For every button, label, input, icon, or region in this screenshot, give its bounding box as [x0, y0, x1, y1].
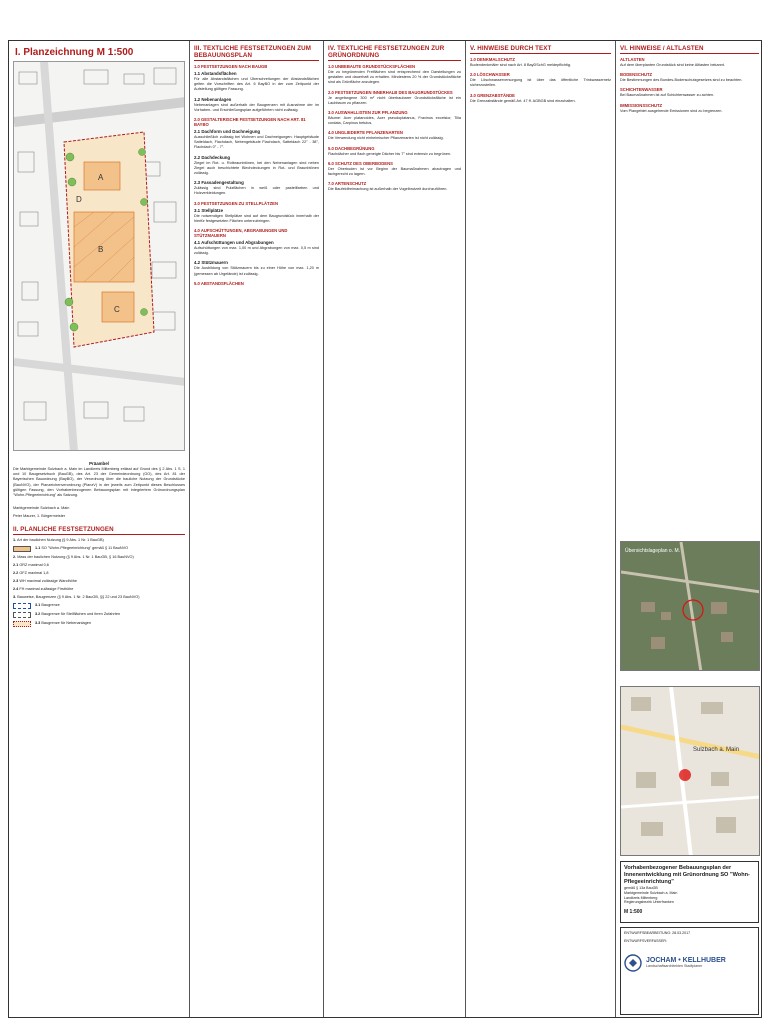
project-scale: M 1:500: [624, 909, 643, 916]
text-item: 4.1 Aufschüttungen und Abgrabungen Aufschüttungen von max. 1,00 m und Abgrabungen von max. 0,5 m sind zulässig.: [194, 240, 319, 256]
project-region: Regierungsbezirk Unterfranken: [624, 900, 674, 905]
firm-block: [620, 927, 759, 1015]
bebauung-sub-4: 4.0 AUFSCHÜTTUNGEN, ABGRABUNGEN UND STÜTZMAUERN: [194, 228, 288, 239]
firm-logo-row: [624, 954, 755, 972]
plan-title: I. Planzeichnung M 1:500: [15, 47, 134, 58]
preamble-text: Die Marktgemeinde Sulzbach a. Main im Landkreis Miltenberg erlässt auf Grund des § 2 Abs. 1 S. 1 und 10 Baugesetzbuch (BauGB), des Art. 23 der Gemeindeordnung (GO), des Art. 81 der Bayerischen Bauordnung (BayBO), der Verordnung über die bauliche Nutzung der Grundstücke (BauNVO), der Planzeichenverordnung (PlanzV) in der jeweils zum Zeitpunkt dieses Beschlusses gültigen Fassung, den Vorhabenbezogenen Bebauungsplan mit integriertem Grünordnungsplan "Wohn-Pflegeeinrichtung" als Satzung.: [13, 467, 185, 498]
map1-label: Übersichtslageplan o. M.: [625, 548, 681, 554]
text-column-gruenordnung: [323, 41, 465, 1017]
legend-item: 3. Bauweise, Baugrenzen (§ 9 Abs. 1 Nr. 2 BauGB, §§ 22 und 23 BauNVO): [13, 594, 140, 599]
map2-label: Sulzbach a. Main: [693, 747, 740, 753]
planliche-list: [13, 538, 185, 627]
firm-name: JOCHAM • KELLHUBER: [646, 957, 726, 965]
text-item: 3.1 Stellplätze Die notwendigen Stellplätze sind auf dem Baugrundstück innerhalb der hierfür festgesetzten Flächen unterzubringen.: [194, 207, 319, 223]
town-map-svg: [621, 687, 760, 856]
legend-item: 1.1 SO "Wohn-Pflegeeinrichtung" gemäß § 11 BauNVO: [13, 546, 185, 552]
area-label-c: C: [114, 305, 120, 314]
text-item: IMMISSIONSSCHUTZ Vom Plangebiet ausgehende Emissionen sind zu begrenzen.: [620, 102, 723, 113]
bebauung-sub-1: 1.0 FESTSETZUNGEN NACH BAUGB: [194, 64, 268, 69]
signature-signer: Peter Maurer, 1. Bürgermeister: [13, 514, 66, 519]
aerial-map-svg: [621, 542, 760, 671]
text-item: 1.2 Nebenanlagen Nebenanlagen sind außerhalb der Baugrenzen mit Ausnahme der im Vorhaben- und Erschließungsplan aufgeführten nicht zulässig.: [194, 96, 319, 112]
text-item: 2.0 FESTSETZUNGEN INNERHALB DES BAUGRUNDSTÜCKES Je angefangene 300 m² nicht überbaubarer Grundstücksfläche ist ein Laubbaum zu pflanzen.: [328, 89, 461, 105]
author-label: ENTWURFSVERFASSER:: [624, 938, 667, 943]
overview-map-town: [620, 686, 760, 856]
title-column: [615, 41, 763, 1017]
bebauung-sub-5: 5.0 ABSTANDSFLÄCHEN: [194, 280, 244, 286]
text-item: 2.0 LÖSCHWASSER Die Löschwasserversorgung ist über das öffentliche Trinkwassernetz sicherzustellen.: [470, 72, 611, 88]
bebauung-sub-3: 3.0 FESTSETZUNGEN ZU STELLPLÄTZEN: [194, 200, 278, 206]
text-item: 6.0 SCHUTZ DES OBERBODENS Der Oberboden ist vor Beginn der Baumaßnahmen abzutragen und fachgerecht zu lagern.: [328, 160, 461, 177]
legend-item: 1. Art der baulichen Nutzung (§ 9 Abs. 1 Nr. 1 BauGB): [13, 537, 104, 542]
text-item: 1.0 DENKMALSCHUTZ Bodendenkmäler sind nach Art. 8 BayDSchG meldepflichtig.: [470, 57, 572, 67]
text-column-hinweise: [465, 41, 615, 1017]
planliche-header: II. PLANLICHE FESTSETZUNGEN: [13, 526, 185, 535]
text-column-bebauung: [189, 41, 323, 1017]
text-item: 7.0 ARTENSCHUTZ Die Baufeldfreimachung ist außerhalb der Vogelbrutzeit durchzuführen.: [328, 181, 448, 192]
signature-municipality: Marktgemeinde Sulzbach a. Main: [13, 506, 70, 511]
text-item: 1.1 Abstandsflächen Für alle Abstandsflächen und Überschreitungen der Abstandsflächen gelten die Vorschriften des Art. 6 BayBO in der zum Zeitpunkt der Aufstellung gültigen Fassung.: [194, 71, 319, 92]
preamble-block: [13, 459, 185, 630]
text-item: ALTLASTEN Auf dem überplanten Grundstück sind keine Altlasten bekannt.: [620, 57, 725, 67]
legend-item: 3.3 Baugrenze für Nebenanlagen: [13, 621, 185, 627]
area-label-b: B: [98, 245, 104, 254]
legend-item: 2.1 GRZ maximal 0,6: [13, 562, 49, 567]
draft-date: ENTWURFSBEARBEITUNG: 28.03.2017: [624, 931, 691, 935]
text-item: SCHICHTENWASSER Bei Baumaßnahmen ist auf Schichtenwasser zu achten.: [620, 87, 715, 98]
legend-item: 3.2 Baugrenze für Stellflächen und ihren Zufahrten: [13, 612, 185, 618]
area-label-a: A: [98, 173, 104, 182]
gruenordnung-header: IV. TEXTLICHE FESTSETZUNGEN ZUR GRÜNORDNUNG: [328, 45, 461, 61]
text-item: 5.0 DACHBEGRÜNUNG Flachdächer und flach geneigte Dächer bis 7° sind extensiv zu begrünen.: [328, 145, 452, 156]
hinweise-header: V. HINWEISE DURCH TEXT: [470, 45, 611, 54]
legend-item: 2.3 WH maximal zulässige Wandhöhe: [13, 578, 78, 583]
project-district: Landkreis Miltenberg: [624, 895, 658, 900]
text-item: 3.0 GRENZABSTÄNDE Die Grenzabstände gemäß Art. 47 ff. AGBGB sind einzuhalten.: [470, 92, 576, 103]
project-title: Vorhabenbezogener Bebauungsplan der Innenentwicklung mit Grünordnung SO "Wohn-Pflegeeinrichtung": [624, 865, 750, 885]
firm-sub: Landschaftsarchitekten Stadtplaner: [646, 964, 703, 969]
text-item: 2.2 Dachdeckung Ziegel im Rot- u. Rotbraunbtönen, bei den Nebenanlagen sind neben Ziegel auch beschichtete Blechdeckungen in Rot- und Braunbtönen zulässig.: [194, 154, 319, 176]
site-plan-svg: [14, 62, 185, 451]
plan-sheet: [8, 40, 762, 1018]
legend-item: 2.4 FH maximal zulässige Firsthöhe: [13, 586, 74, 591]
legend-item: 2. Mass der baulichen Nutzung (§ 9 Abs. 1 Nr. 1 BauGB, § 16 BauNVO): [13, 554, 134, 559]
bebauung-header: III. TEXTLICHE FESTSETZUNGEN ZUM BEBAUUNGSPLAN: [194, 45, 319, 61]
plan-column: [9, 41, 189, 1017]
firm-logo-icon: [624, 954, 642, 972]
bebauung-sub-2: 2.0 GESTALTERISCHE FESTSETZUNGEN NACH ART. 81 BAYBO: [194, 117, 306, 128]
text-item: BODENSCHUTZ Die Bestimmungen des Bundes-Bodenschutzgesetzes sind zu beachten.: [620, 72, 743, 83]
project-title-block: [620, 861, 759, 923]
altlasten-header: VI. HINWEISE / ALTLASTEN: [620, 45, 759, 54]
legend-item: 3.1 Baugrenze: [13, 603, 185, 609]
overview-map-aerial: [620, 541, 760, 671]
preamble-title: Präambel: [89, 461, 109, 466]
text-item: 2.3 Fassadengestaltung Zulässig sind Putzflächen in weiß oder pastellfarben und Holzverkleidungen.: [194, 180, 319, 196]
text-item: 1.0 UNBEBAUTE GRUNDSTÜCKSFLÄCHEN Die zu begrünenden Freiflächen sind entsprechend den Darstellungen zu gestalten und dauerhaft zu erhalten. Mindestens 20 % der Grundstücksfläche sind als Grünfläche anzulegen.: [328, 64, 461, 85]
legend-item: 2.2 GFZ maximal 1,8: [13, 570, 49, 575]
project-law: gemäß § 13a BauGB: [624, 886, 658, 890]
area-label-d: D: [76, 195, 82, 204]
text-item: 4.2 Stützmauern Die Ausbildung von Stützmauern bis zu einer Höhe von max. 1,20 m (gemessen ab Urgelände) ist zulässig.: [194, 260, 319, 276]
site-plan-drawing: [13, 61, 185, 451]
project-municipality: Marktgemeinde Sulzbach a. Main: [624, 890, 678, 895]
text-item: 3.0 AUSWAHLLISTEN ZUR PFLANZUNG Bäume: Acer platanoides, Acer pseudoplatanus, Fraxinus excelsior, Tilia cordata, Carpinus betulus.: [328, 110, 461, 126]
text-item: 4.0 UNGLIEDERTE PFLANZENARTEN Die Verwendung nicht einheimischer Pflanzenarten ist nicht zulässig.: [328, 130, 444, 141]
text-item: 2.1 Dachform und Dachneigung Ausschließlich zulässig bei Wohnen und Dachneigungen: Hauptgebäude Satteldach, Flachdach, Nebengebäude Flachdach, Satteldach 22° - 38°, Flachdach 0° - 7°.: [194, 129, 319, 150]
